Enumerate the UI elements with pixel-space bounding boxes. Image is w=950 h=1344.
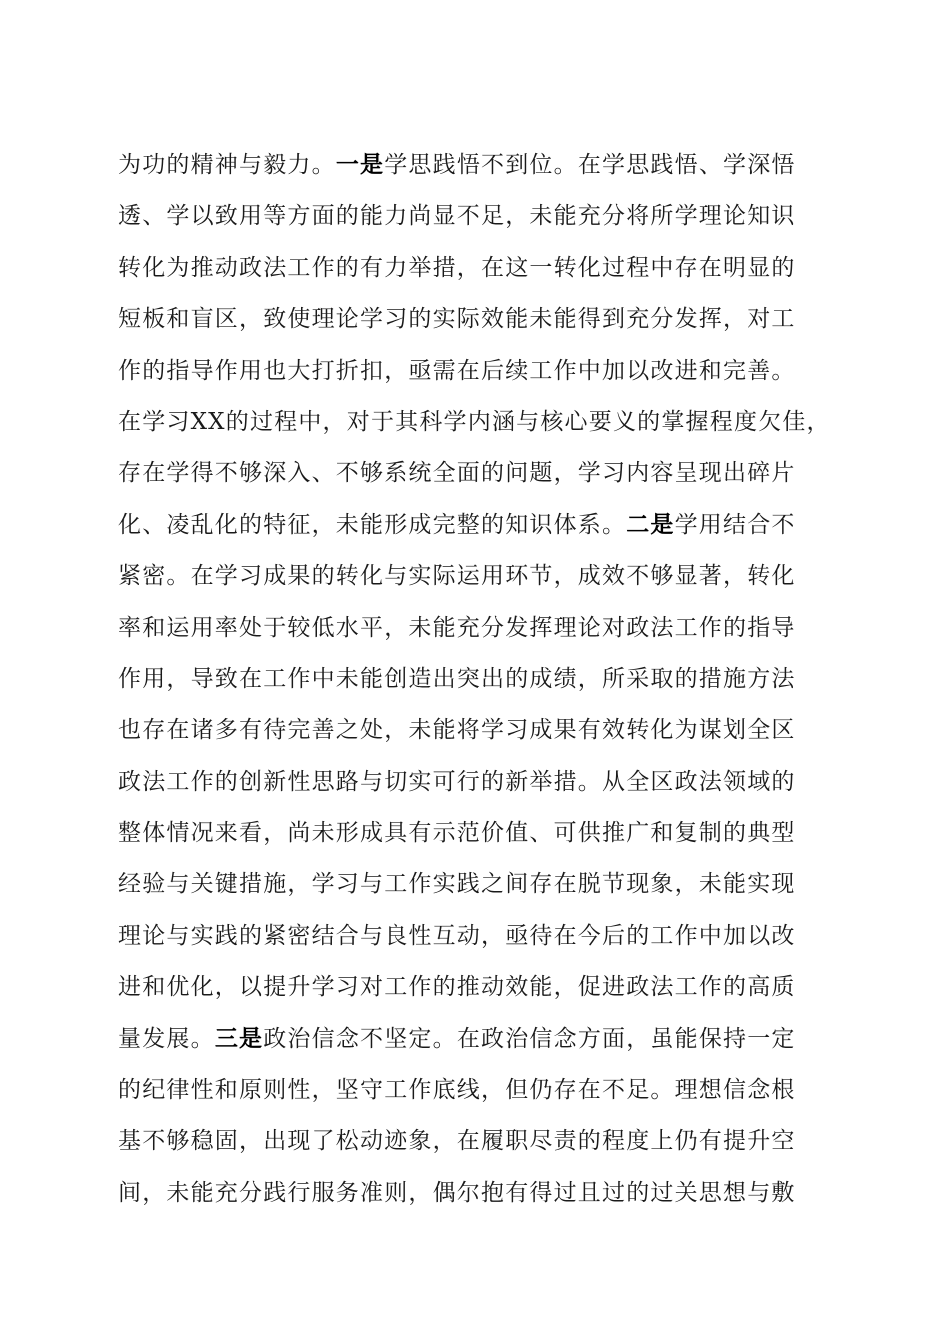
text-segment: 理论与实践的紧密结合与良性互动，亟待在今后的工作中加以改 (118, 922, 796, 949)
text-line (118, 346, 838, 397)
text-segment: 作的指导作用也大打折扣，亟需在后续工作中加以改进和完善。 (118, 357, 796, 384)
text-segment: 政治信念不坚定。在政治信念方面，虽能保持一定 (263, 1025, 796, 1052)
text-line (118, 1116, 838, 1167)
text-line (118, 294, 838, 345)
text-segment: 紧密。在学习成果的转化与实际运用环节，成效不够显著，转化 (118, 563, 796, 590)
text-line (118, 808, 838, 859)
text-segment: 进和优化，以提升学习对工作的推动效能，促进政法工作的高质 (118, 974, 796, 1001)
text-line (118, 551, 838, 602)
text-segment: 也存在诸多有待完善之处，未能将学习成果有效转化为谋划全区 (118, 717, 796, 744)
text-line (118, 654, 838, 705)
text-line (118, 500, 838, 551)
text-line (118, 603, 838, 654)
text-segment: 经验与关键措施，学习与工作实践之间存在脱节现象，未能实现 (118, 871, 796, 898)
text-line (118, 859, 838, 910)
text-segment: 为功的精神与毅力。 (118, 152, 336, 178)
text-segment: 存在学得不够深入、不够系统全面的问题，学习内容呈现出碎片 (118, 460, 796, 487)
text-segment: 学用结合不 (674, 511, 796, 538)
text-segment: 政法工作的创新性思路与切实可行的新举措。从全区政法领域的 (118, 768, 796, 795)
text-segment: 基不够稳固，出现了松动迹象，在履职尽责的程度上仍有提升空 (118, 1128, 796, 1155)
text-segment: 作用，导致在工作中未能创造出突出的成绩，所采取的措施方法 (118, 665, 796, 692)
bold-marker: 一是 (335, 152, 385, 178)
text-segment: 在学习XX的过程中，对于其科学内涵与核心要义的掌握程度欠佳， (118, 408, 831, 435)
text-segment: 间，未能充分践行服务准则，偶尔抱有得过且过的过关思想与敷 (118, 1179, 796, 1206)
text-line (118, 705, 838, 756)
text-line (118, 397, 838, 448)
text-line (118, 243, 838, 294)
text-segment: 量发展。 (118, 1025, 215, 1052)
text-segment: 短板和盲区，致使理论学习的实际效能未能得到充分发挥，对工 (118, 306, 796, 333)
text-line (118, 911, 838, 962)
text-line (118, 757, 838, 808)
text-line (118, 140, 838, 191)
text-line (118, 191, 838, 242)
text-segment: 透、学以致用等方面的能力尚显不足，未能充分将所学理论知识 (118, 203, 796, 230)
text-line (118, 1014, 838, 1065)
text-segment: 率和运用率处于较低水平，未能充分发挥理论对政法工作的指导 (118, 614, 796, 641)
document-body (118, 140, 838, 1219)
bold-marker: 三是 (214, 1025, 264, 1052)
text-line (118, 1168, 838, 1219)
bold-marker: 二是 (626, 511, 675, 538)
text-line (118, 448, 838, 499)
text-segment: 整体情况来看，尚未形成具有示范价值、可供推广和复制的典型 (118, 820, 796, 847)
text-segment: 化、凌乱化的特征，未能形成完整的知识体系。 (118, 511, 627, 538)
text-line (118, 1065, 838, 1116)
text-segment: 学思践悟不到位。在学思践悟、学深悟 (384, 152, 796, 178)
text-segment: 转化为推动政法工作的有力举措，在这一转化过程中存在明显的 (118, 254, 796, 281)
text-line (118, 962, 838, 1013)
text-segment: 的纪律性和原则性，坚守工作底线，但仍存在不足。理想信念根 (118, 1077, 796, 1104)
